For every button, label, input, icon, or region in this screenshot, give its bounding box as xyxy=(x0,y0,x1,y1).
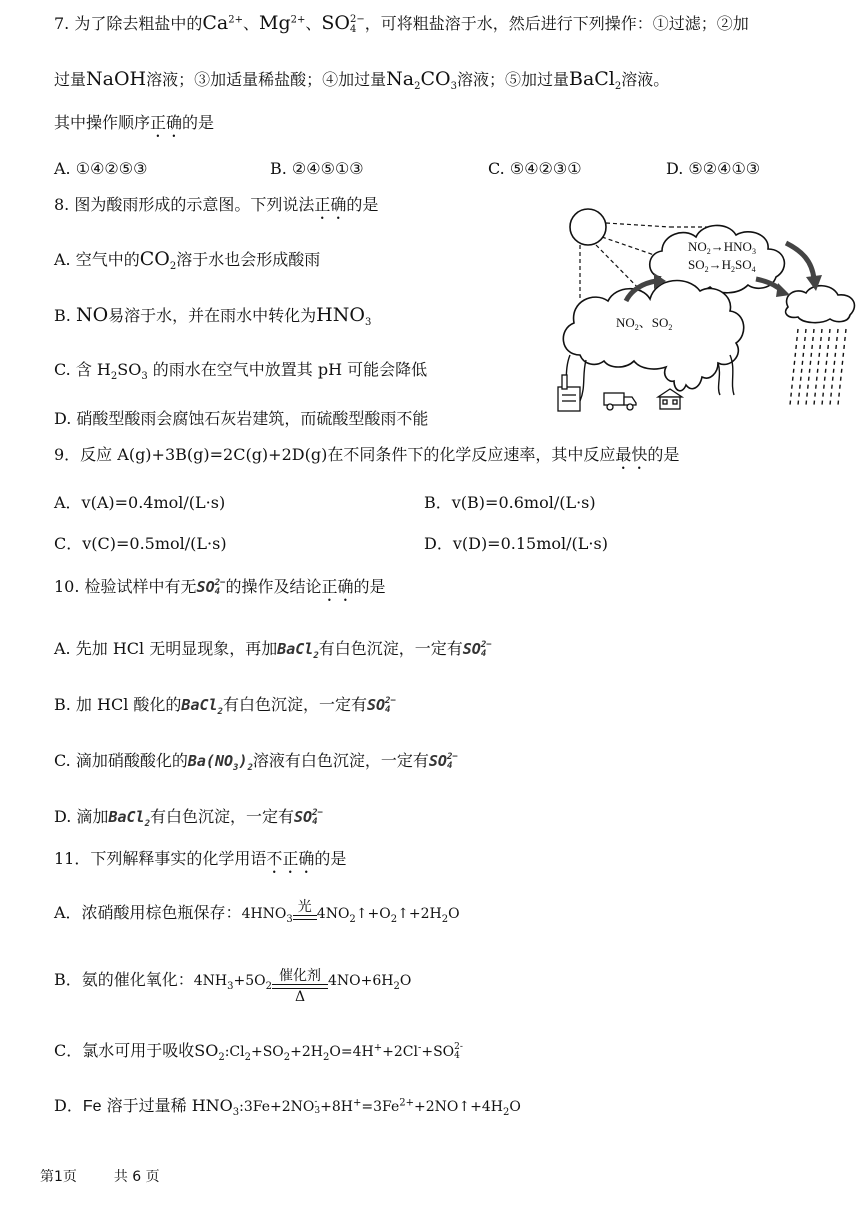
pollution-cloud xyxy=(563,281,743,391)
q10-option-a: A. 先加 HCl 无明显现象，再加BaCl$_2$有白色沉淀，一定有SO 2− 4 xyxy=(54,639,492,662)
q8-stem: 8. 图为酸雨形成的示意图。下列说法正确的是 xyxy=(54,195,379,214)
q11-option-c: C．氯水可用于吸收$SO_2:Cl_2+SO_2+2H_2O=4H^++2Cl^-+SO$ 2- 4 xyxy=(54,1041,463,1064)
drift-arrow-1 xyxy=(786,243,814,279)
q10-option-d: D. 滴加BaCl$_2$有白色沉淀，一定有SO 2− 4 xyxy=(54,807,323,830)
building-icon xyxy=(658,389,682,409)
page-footer xyxy=(40,1166,160,1186)
truck-icon xyxy=(604,393,636,410)
svg-text:SO2→H2SO4: $SO_2\to H_2SO_4$ xyxy=(688,257,756,274)
q10-option-c: C. 滴加硝酸酸化的$Ba(NO_3)_2$溶液有白色沉淀，一定有SO 2− 4 xyxy=(54,751,458,774)
q10-stem: 10. 检验试样中有无SO 2− 4 的操作及结论正确的是 xyxy=(54,577,386,597)
q11-option-a: A．浓硝酸用棕色瓶保存：$4HNO_3$ 光 $4NO_2↑+O_2↑+2H_2O$ xyxy=(54,899,460,925)
q8-option-b: B. NO易溶于水，并在雨水中转化为$HNO_3$ xyxy=(54,304,372,329)
rain-cloud xyxy=(786,286,855,323)
q11-option-d: D．Fe 溶于过量稀 $HNO_3:3Fe+2NO$ - 3 $+8H^+=3Fe^{2+}+2NO↑+4H_2O$ xyxy=(54,1096,521,1119)
sun-icon xyxy=(570,209,606,245)
svg-text:NO2→HNO3: $NO_2\to HNO_3$ xyxy=(688,239,756,256)
q7-option-c: C. ⑤④②③① xyxy=(488,159,582,178)
factory-icon xyxy=(558,375,580,411)
q11-stem: 11．下列解释事实的化学用语不正确的是 xyxy=(54,849,347,868)
acid-rain-diagram xyxy=(550,205,862,417)
q7-stem-line3: 其中操作顺序正确的是 xyxy=(54,113,215,132)
cloud-label-2a: SO xyxy=(688,257,705,272)
q7-option-a: A. ①④②⑤③ xyxy=(54,159,148,178)
q10-option-b: B. 加 HCl 酸化的BaCl$_2$有白色沉淀，一定有SO 2− 4 xyxy=(54,695,396,718)
q9-stem: 9．反应 A(g)+3B(g)=2C(g)+2D(g)在不同条件下的化学反应速率，其中反应最快的是 xyxy=(54,445,680,464)
q8-option-c: C. 含 $H_2SO_3$ 的雨水在空气中放置其 pH 可能会降低 xyxy=(54,360,428,383)
q8-option-a: A. 空气中的$CO_2$溶于水也会形成酸雨 xyxy=(54,248,321,273)
q9-option-b: B．v(B)=0.6mol/(L·s) xyxy=(424,493,596,512)
q8-option-d: D. 硝酸型酸雨会腐蚀石灰岩建筑，而硫酸型酸雨不能 xyxy=(54,409,429,428)
acid-rain xyxy=(790,329,846,405)
q11-option-b: B．氨的催化氧化：$4NH_3+5O_2$ 催化剂 Δ $4NO+6H_2O$ xyxy=(54,968,412,1005)
cloud-label-1a: NO xyxy=(688,239,707,254)
q7-stem-line1: 7. 为了除去粗盐中的$Ca^{2+}$、$Mg^{2+}$、SO 2− 4 ，可将粗盐溶于水，然后进行下列操作：①过滤；②加 xyxy=(54,12,749,35)
q7-option-b: B. ②④⑤①③ xyxy=(270,159,364,178)
q9-option-c: C．v(C)=0.5mol/(L·s) xyxy=(54,534,227,553)
page-number: 第1页 xyxy=(40,1169,77,1185)
svg-text:NO2、SO2: $NO_2$、$SO_2$ xyxy=(616,315,673,332)
q7-stem-line2: 过量NaOH溶液；③加适量稀盐酸；④加过量$Na_2CO_3$溶液；⑤加过量BaCl$_2$溶液。 xyxy=(54,68,670,93)
q9-option-d: D．v(D)=0.15mol/(L·s) xyxy=(424,534,608,553)
smoke-label: NO xyxy=(616,315,635,330)
q7-option-d: D. ⑤②④①③ xyxy=(666,159,761,178)
q9-option-a: A．v(A)=0.4mol/(L·s) xyxy=(54,493,226,512)
page-total: 共 6 页 xyxy=(113,1169,160,1185)
